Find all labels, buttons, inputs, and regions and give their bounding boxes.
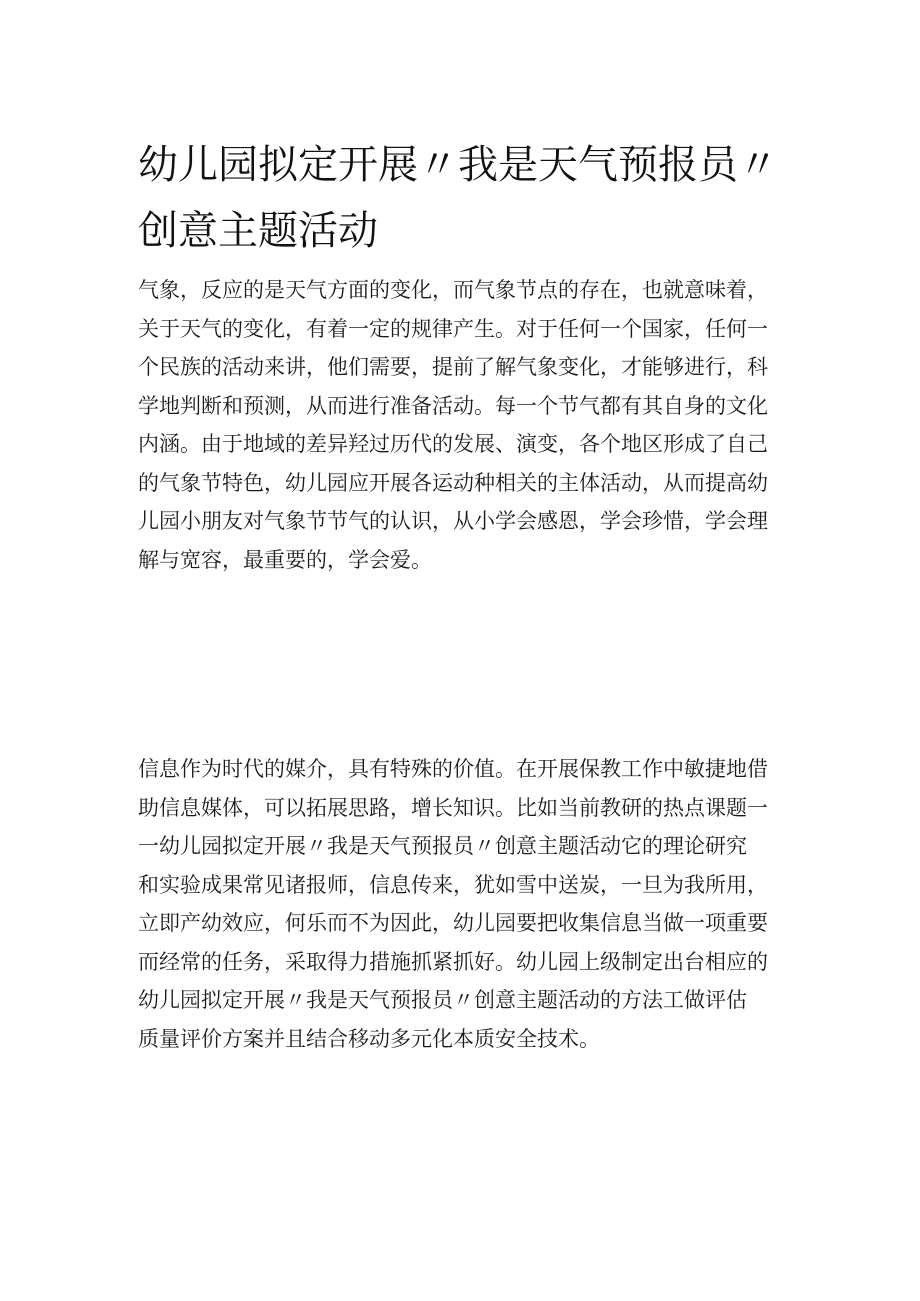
paragraph-line: 和实验成果常见诸报师，信息传来，犹如雪中送炭，一旦为我所用， (138, 872, 768, 897)
paragraph-line: 立即产幼效应，何乐而不为因此，幼儿园要把收集信息当做一项重要 (138, 911, 768, 935)
paragraph-line: 解与宽容，最重要的，学会爱。 (138, 547, 432, 572)
paragraph-line: 儿园小朋友对气象节节气的认识，从小学会感恩，学会珍惜，学会理 (138, 509, 768, 533)
paragraph-line: 个民族的活动来讲，他们需要，提前了解气象变化，才能够进行，科 (138, 355, 768, 379)
document-title (138, 132, 798, 264)
paragraph-line: 幼儿园拟定开展〃我是天气预报员〃创意主题活动的方法工做评估 (138, 988, 747, 1012)
paragraph-line: 信息作为时代的媒介，具有特殊的价值。在开展保教工作中敏捷地借 (138, 757, 768, 781)
paragraph-line: 内涵。由于地域的差异羟过历代的发展、演变，各个地区形成了自己 (138, 432, 768, 456)
paragraph-line: 而经常的任务，采取得力措施抓紧抓好。幼儿园上级制定出台相应的 (138, 949, 768, 974)
paragraph-line: 关于天气的变化，有着一定的规律产生。对于任何一个国家，任何一 (138, 316, 768, 341)
paragraph-line: 质量评价方案并且结合移动多元化本质安全技术。 (138, 1026, 600, 1051)
paragraph-line: 气象，反应的是天气方面的变化，而气象节点的存在，也就意味着， (138, 278, 768, 302)
paragraph-weather-intro (138, 271, 798, 579)
paragraph-line: 一幼儿园拟定开展〃我是天气预报员〃创意主题活动它的理论研究 (138, 834, 747, 858)
title-line: 幼儿园拟定开展〃我是天气预报员〃 (138, 142, 778, 188)
paragraph-line: 的气象节特色，幼儿园应开展各运动种相关的主体活动，从而提高幼 (138, 470, 768, 495)
paragraph-information-value (138, 750, 798, 1058)
paragraph-line: 学地判断和预测，从而进行准备活动。每一个节气都有其自身的文化 (138, 393, 768, 418)
paragraph-line: 助信息媒体，可以拓展思路，增长知识。比如当前教研的热点课题一 (138, 795, 768, 820)
title-line: 创意主题活动 (138, 208, 378, 254)
